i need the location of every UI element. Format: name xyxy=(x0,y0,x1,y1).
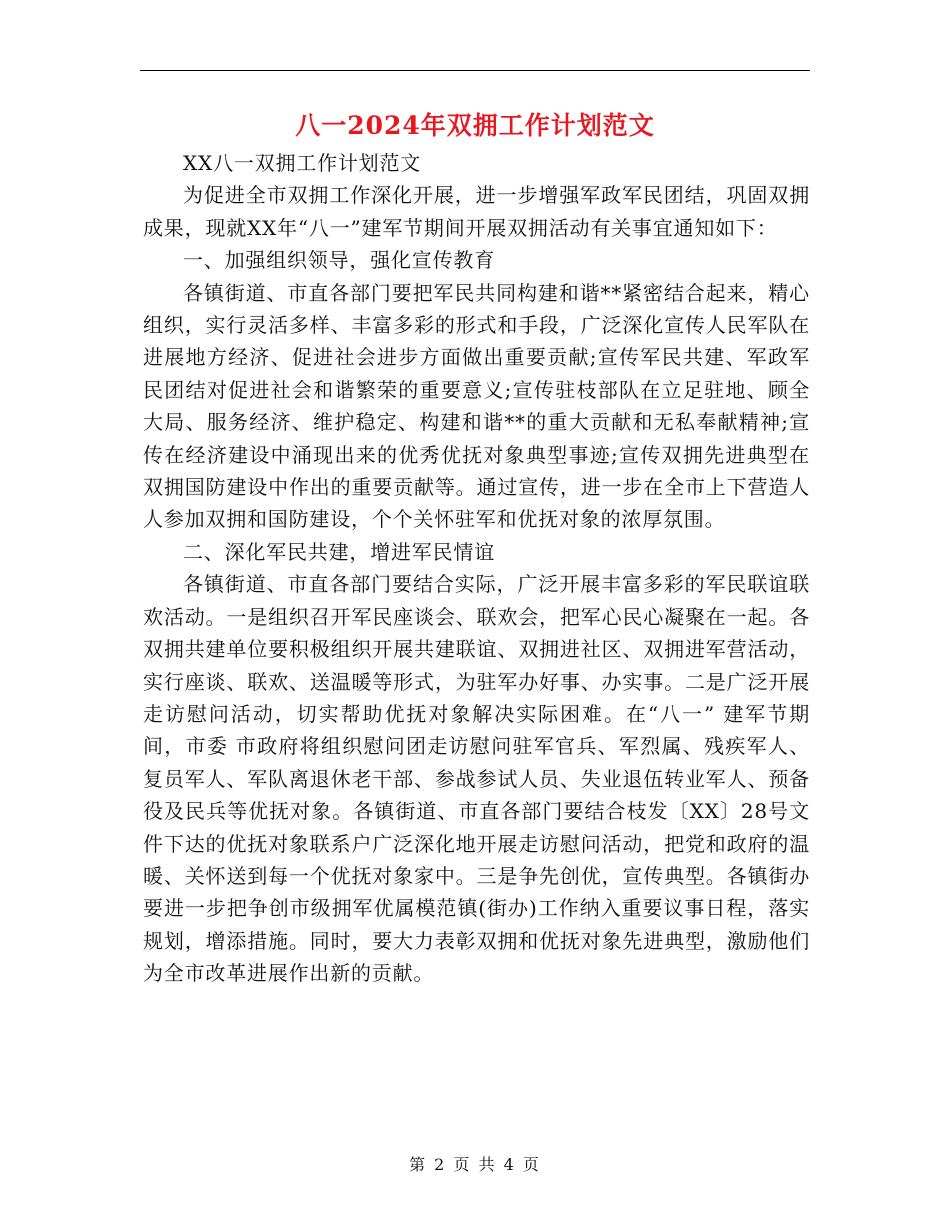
section-1-paragraph: 各镇街道、市直各部门要把军民共同构建和谐**紧密结合起来，精心组织，实行灵活多样、丰富多彩的形式和手段，广泛深化宣传人民军队在进展地方经济、促进社会进步方面做出重要贡献;宣传军民共建、军政军民团结对促进社会和谐繁荣的重要意义;宣传驻枝部队在立足驻地、顾全大局、服务经济、维护稳定、构建和谐**的重大贡献和无私奉献精神;宣传在经济建设中涌现出来的优秀优抚对象典型事迹;宣传双拥先进典型在双拥国防建设中作出的重要贡献等。通过宣传，进一步在全市上下营造人人参加双拥和国防建设，个个关怀驻军和优抚对象的浓厚氛围。 xyxy=(143,280,810,532)
section-heading-1: 一、加强组织领导，强化宣传教育 xyxy=(183,248,495,273)
section-2-paragraph: 各镇街道、市直各部门要结合实际，广泛开展丰富多彩的军民联谊联欢活动。一是组织召开军民座谈会、联欢会，把军心民心凝聚在一起。各双拥共建单位要积极组织开展共建联谊、双拥进社区、双拥进军营活动，实行座谈、联欢、送温暖等形式，为驻军办好事、办实事。二是广泛开展走访慰问活动，切实帮助优抚对象解决实际困难。在“八一” 建军节期间，市委 市政府将组织慰问团走访慰问驻军官兵、军烈属、残疾军人、复员军人、军队离退休老干部、参战参试人员、失业退伍转业军人、预备役及民兵等优抚对象。各镇街道、市直各部门要结合枝发〔XX〕28号文件下达的优抚对象联系户广泛深化地开展走访慰问活动，把党和政府的温暖、关怀送到每一个优抚对象家中。三是争先创优，宣传典型。各镇街办要进一步把争创市级拥军优属模范镇(街办)工作纳入重要议事日程，落实规划，增添措施。同时，要大力表彰双拥和优抚对象先进典型，激励他们为全市改革进展作出新的贡献。 xyxy=(143,572,810,986)
document-body xyxy=(143,147,810,990)
header-rule xyxy=(140,70,810,71)
intro-paragraph: 为促进全市双拥工作深化开展，进一步增强军政军民团结，巩固双拥成果，现就XX年“八一”建军节期间开展双拥活动有关事宜通知如下： xyxy=(143,183,810,240)
subtitle-paragraph: XX八一双拥工作计划范文 xyxy=(183,151,422,175)
page-number-footer: 第 2 页 共 4 页 xyxy=(409,1155,541,1174)
document-title: 八一2024年双拥工作计划范文 xyxy=(295,111,655,140)
section-heading-2: 二、深化军民共建，增进军民情谊 xyxy=(183,539,495,564)
